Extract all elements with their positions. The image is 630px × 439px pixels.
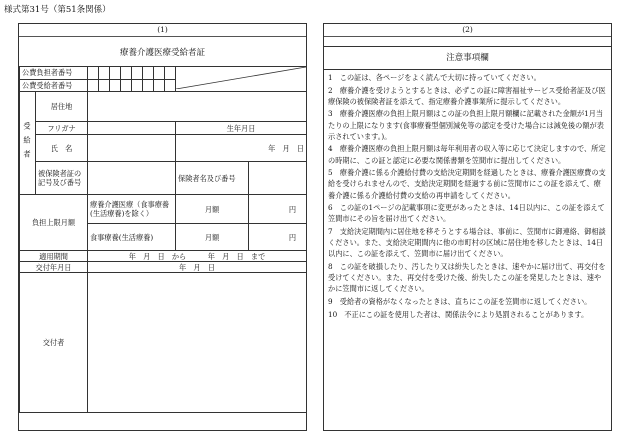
note-item: 8 この証を破損したり、汚したり又は紛失したときは、速やかに届け出て、再交付を受けてください。また、再交付を受けた後、紛失したこの証を発見したときは、速やかに笠間市に返してください。 xyxy=(328,261,606,294)
notes-list xyxy=(324,70,611,321)
digit-cell[interactable] xyxy=(132,79,143,92)
name-label: 氏 名 xyxy=(36,135,88,162)
valid-period-value[interactable]: 年 月 日 から 年 月 日 まで xyxy=(88,251,307,262)
address-label: 居住地 xyxy=(36,92,88,122)
insurer-name-number-field[interactable] xyxy=(249,162,307,195)
digit-cell[interactable] xyxy=(88,67,99,80)
public-recipient-number-label: 公費受給者番号 xyxy=(20,79,88,92)
issuer-label: 交付者 xyxy=(20,273,88,413)
digit-cell[interactable] xyxy=(165,67,176,80)
meal-care-label: 食事療養(生活療養) xyxy=(88,224,176,251)
monthly-amount-label: 月額 xyxy=(176,224,249,251)
copay-limit-label: 負担上限月額 xyxy=(20,195,88,251)
digit-cell[interactable] xyxy=(99,67,110,80)
yen-unit[interactable]: 円 xyxy=(249,224,307,251)
note-item: 7 支給決定期間内に居住地を移そうとする場合は、事前に、笠間市に御連絡、御相談ください。また、支給決定期間内に他の市町村の区域に居住地を移したときは、14日以内に、この証を添えて、笠間市に届け出てください。 xyxy=(328,226,606,259)
notes-title: 注意事項欄 xyxy=(324,47,611,70)
address-field[interactable] xyxy=(88,92,307,122)
valid-period-label: 適用期間 xyxy=(20,251,88,262)
panel-number-2: (2) xyxy=(324,24,611,37)
note-item: 1 この証は、各ページをよく読んで大切に持っていてください。 xyxy=(328,73,541,82)
digit-cell[interactable] xyxy=(110,67,121,80)
digit-cell[interactable] xyxy=(154,67,165,80)
digit-cell[interactable] xyxy=(143,79,154,92)
form-number-label: 様式第31号（第51条関係） xyxy=(4,5,111,15)
yen-unit[interactable]: 円 xyxy=(249,195,307,224)
insured-symbol-number-field[interactable] xyxy=(88,162,176,195)
digit-cell[interactable] xyxy=(143,67,154,80)
furigana-label: フリガナ xyxy=(36,122,88,135)
medical-care-label: 療養介護医療（食事療養(生活療養)を除く） xyxy=(88,195,176,224)
right-panel xyxy=(323,23,612,431)
issue-date-label: 交付年月日 xyxy=(20,262,88,273)
digit-cell[interactable] xyxy=(132,67,143,80)
note-item: 10 不正にこの証を使用した者は、関係法令により処罰されることがあります。 xyxy=(328,309,589,319)
note-item: 3 療養介護医療の負担上限月額はこの証の負担上限月額欄に記載された金額が1月当たりの上限になります(食事療養型個別減免等の認定を受けた場合には減免後の額が表示されています。)。 xyxy=(328,109,604,141)
digit-cell[interactable] xyxy=(99,79,110,92)
digit-cell[interactable] xyxy=(88,79,99,92)
digit-cell[interactable] xyxy=(165,79,176,92)
insured-symbol-number-label: 被保険者証の記号及び番号 xyxy=(36,162,88,195)
digit-cell[interactable] xyxy=(110,79,121,92)
issue-date-value[interactable]: 年 月 日 xyxy=(88,262,307,273)
insurer-name-number-label: 保険者名及び番号 xyxy=(176,162,249,195)
note-item: 5 療養介護に係る介護給付費の支給決定期間を経過したときは、療養介護医療費の支給を受けられませんので、支給決定期間を経過する前に笠間市にこの証を添えて、療養介護に係る介護給付費の支給の再申請をしてください。 xyxy=(328,168,606,200)
birth-date-label: 生年月日 xyxy=(176,122,307,135)
digit-cell[interactable] xyxy=(121,79,132,92)
left-panel xyxy=(18,23,307,431)
certificate-title: 療養介護医療受給者証 xyxy=(119,48,205,58)
issuer-field[interactable] xyxy=(88,273,307,413)
note-item: 4 療養介護医療の負担上限月額は毎年利用者の収入等に応じて決定しますので、所定の時期に、この証と認定に必要な関係書類を笠間市に提出してください。 xyxy=(328,144,606,165)
furigana-field[interactable] xyxy=(88,122,176,135)
diagonal-strike xyxy=(176,67,306,89)
digit-cell[interactable] xyxy=(121,67,132,80)
number-blank-area xyxy=(176,67,307,92)
public-payer-number-label: 公費負担者番号 xyxy=(20,67,88,80)
recipient-group-label: 受給者 xyxy=(20,92,36,195)
name-field[interactable] xyxy=(88,135,176,162)
birth-date-value[interactable]: 年 月 日 xyxy=(176,135,307,162)
note-item: 6 この証の1ページの記載事項に変更があったときは、14日以内に、この証を添えて笠間市にその旨を届け出てください。 xyxy=(328,203,605,224)
note-item: 9 受給者の資格がなくなったときは、直ちにこの証を笠間市に返してください。 xyxy=(328,296,592,306)
note-item: 2 療養介護を受けようとするときは、必ずこの証に障害福祉サービス受給者証及び医療保険の被保険者証を添えて、指定療養介護事業所に提示してください。 xyxy=(328,85,606,106)
panel-number-1: (1) xyxy=(19,24,306,37)
certificate-table xyxy=(19,66,307,413)
monthly-amount-label: 月額 xyxy=(176,195,249,224)
digit-cell[interactable] xyxy=(154,79,165,92)
